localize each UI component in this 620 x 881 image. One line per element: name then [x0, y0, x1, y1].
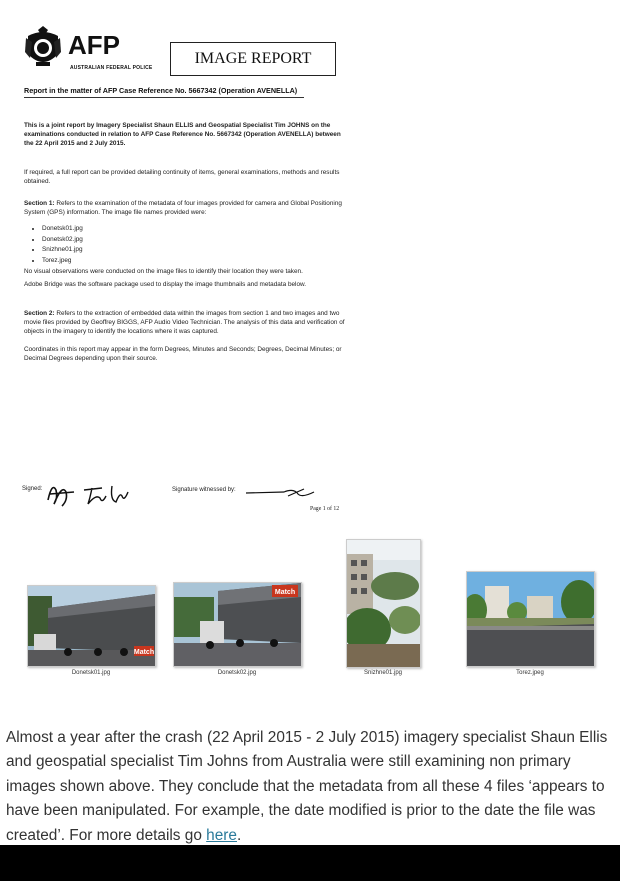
list-item: • Torez.jpeg: [42, 256, 83, 267]
thumbnail-overlay-text: Match: [274, 589, 296, 596]
signed-label: Signed:: [22, 486, 43, 492]
no-visual-note: No visual observations were conducted on the image files to identify their location they were taken.: [24, 268, 303, 275]
section1-label: Section 1:: [24, 200, 55, 207]
article-caption: [6, 726, 616, 848]
adobe-note: Adobe Bridge was the software package used to display the image thumbnails and metadata below.: [24, 281, 307, 288]
caption-end: .: [236, 826, 242, 844]
donetsk02-image: [174, 583, 301, 666]
section2-text: Refers to the extraction of embedded data within the images from section 1 and two images and two movie files provided by Geoffrey BIGGS, AFP Audio Video Technician. The analysis of this data and verification of objects in the imagery to identify the locations where it was captured.: [24, 310, 345, 336]
list-item: • Snizhne01.jpg: [42, 245, 83, 256]
thumbnail-caption: Snizhne01.jpg: [363, 670, 403, 676]
thumbnail-caption: Donetsk02.jpg: [217, 670, 257, 676]
file-list: [30, 224, 83, 266]
thumbnail-donetsk02: [173, 582, 302, 667]
witness-signature-icon: [244, 486, 318, 500]
torez-image: [467, 572, 594, 666]
page-number: Page 1 of 12: [310, 506, 340, 512]
thumbnail-donetsk01: [27, 585, 156, 667]
afp-crest-icon: [22, 24, 64, 70]
afp-logo-text: AFP: [68, 30, 120, 60]
afp-logo-subtext: AUSTRALIAN FEDERAL POLICE: [70, 65, 153, 71]
thumbnail-snizhne01: [346, 539, 421, 668]
details-link[interactable]: here: [206, 826, 237, 844]
full-report-note: If required, a full report can be provided detailing continuity of items, general examinations, methods and results obtained.: [24, 169, 340, 186]
section1-paragraph: [24, 199, 350, 217]
coordinates-note: Coordinates in this report may appear in the form Degrees, Minutes and Seconds; Degrees, Decimal Minutes; or Decimal Degrees depending upon their source.: [24, 346, 342, 363]
witness-label: Signature witnessed by:: [172, 487, 236, 493]
thumbnail-caption: Torez.jpeg: [516, 670, 544, 676]
signature-johns-icon: [82, 482, 132, 508]
thumbnail-torez: [466, 571, 595, 667]
footer-band: [0, 845, 620, 881]
section1-text: Refers to the examination of the metadata of four images provided for camera and Global Positioning System (GPS) information. The image file names provided were:: [24, 200, 342, 217]
afp-logo: [22, 24, 153, 80]
intro-paragraph: This is a joint report by Imagery Specialist Shaun ELLIS and Geospatial Specialist Tim JOHNS on the examinations conducted in relation to AFP Case Reference No. 5667342 (Operation AVENELLA) between the 22 April 2015 and 2 July 2015.: [24, 122, 341, 148]
reference-line: Report in the matter of AFP Case Reference No. 5667342 (Operation AVENELLA): [24, 86, 298, 95]
report-title: IMAGE REPORT: [170, 42, 336, 76]
reference-underline: [24, 97, 304, 98]
donetsk01-image: [28, 586, 155, 666]
signature-area: [22, 480, 362, 520]
signature-ellis-icon: [44, 480, 78, 508]
list-item: • Donetsk02.jpg: [42, 235, 83, 246]
thumbnail-caption: Donetsk01.jpg: [71, 670, 111, 676]
caption-text: Almost a year after the crash (22 April 2015 - 2 July 2015) imagery specialist Shaun Ellis and geospatial specialist Tim Johns from Australia were still examining non primary images shown above. They conclude that the metadata from all these 4 files ‘appears to have been manipulated. For example, the date modified is prior to the date the file was created’. For more details go: [6, 729, 608, 844]
snizhne01-image: [347, 540, 420, 667]
thumbnail-overlay-text: Match: [133, 649, 155, 656]
section2-paragraph: [24, 309, 350, 337]
list-item: • Donetsk01.jpg: [42, 224, 83, 235]
section2-label: Section 2:: [24, 310, 55, 317]
